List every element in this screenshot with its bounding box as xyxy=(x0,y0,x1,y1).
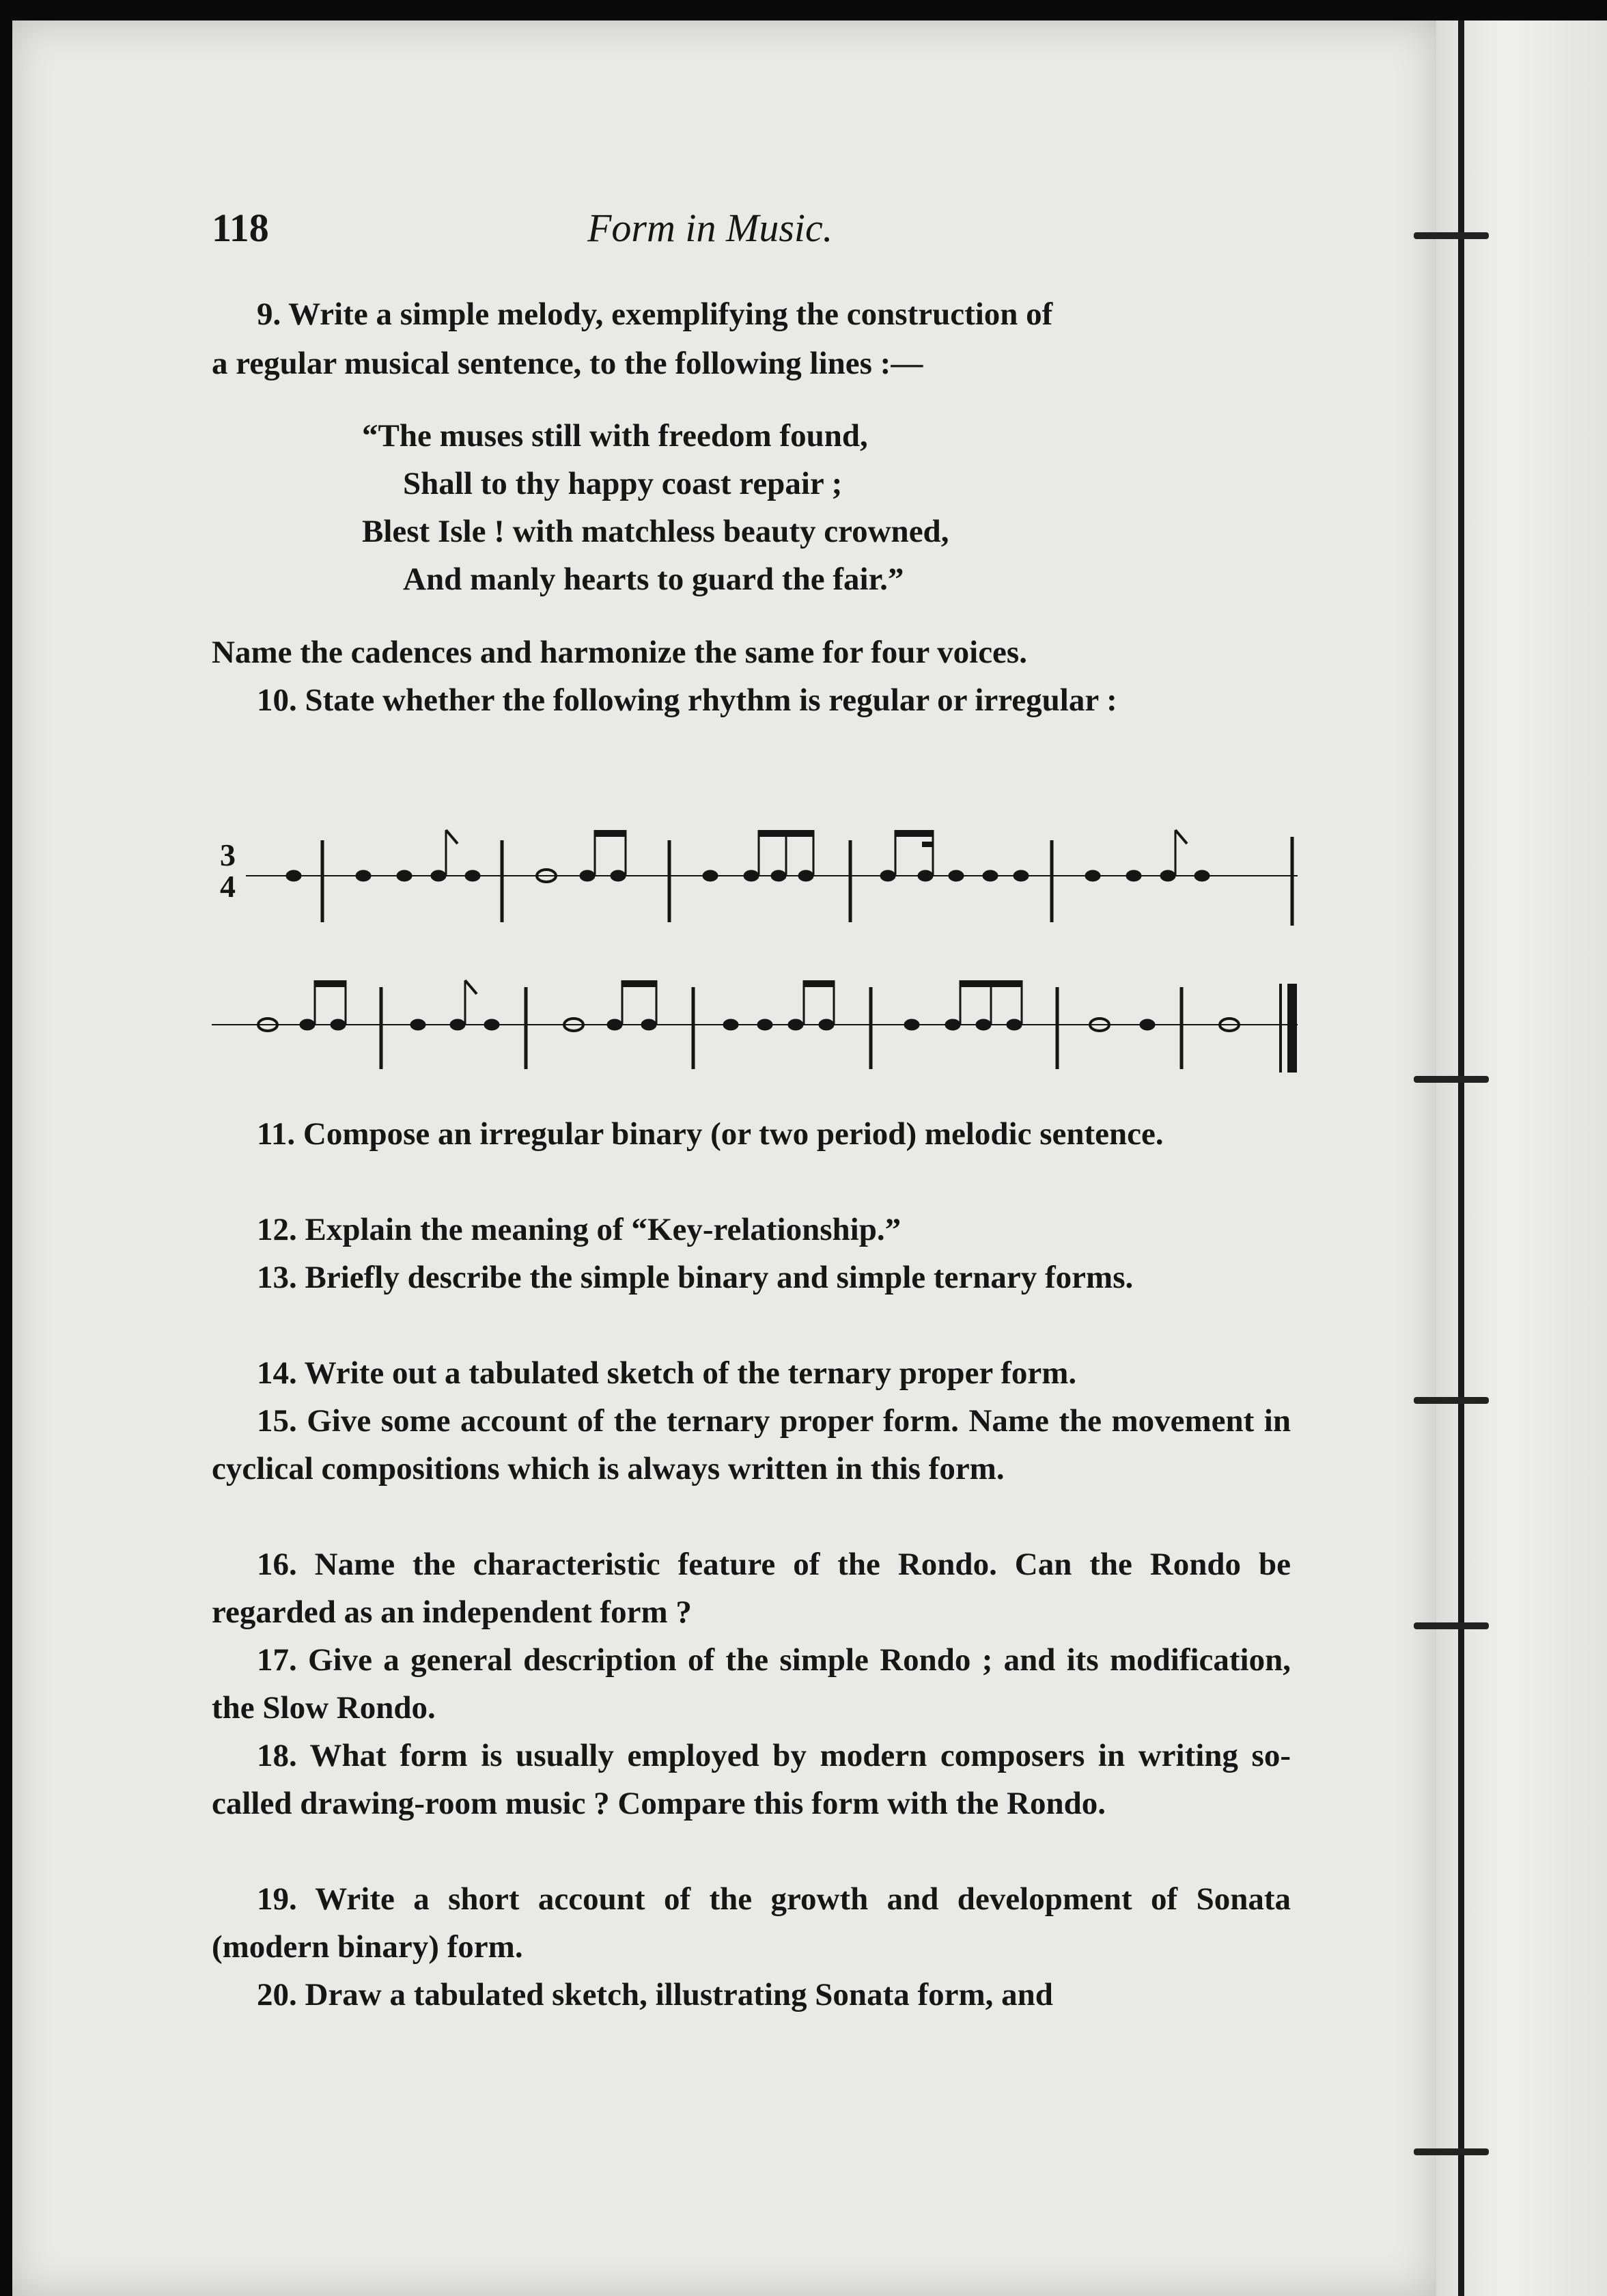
note xyxy=(723,1019,738,1030)
note xyxy=(484,1019,499,1030)
note xyxy=(356,870,371,881)
note xyxy=(611,870,626,881)
final-barline-thick xyxy=(1287,984,1297,1073)
note xyxy=(607,1019,622,1030)
note xyxy=(703,870,718,881)
binding-thread xyxy=(1414,2148,1489,2155)
note xyxy=(450,1019,465,1030)
question-11: 11. Compose an irregular binary (or two period) melodic sentence. xyxy=(257,1116,1164,1152)
note xyxy=(983,870,998,881)
poem-line: And manly hearts to guard the fair.” xyxy=(403,562,904,597)
note xyxy=(331,1019,346,1030)
note xyxy=(1140,1019,1155,1030)
binding-thread xyxy=(1414,232,1489,239)
note xyxy=(465,870,480,881)
book-spine xyxy=(1458,20,1464,2296)
note xyxy=(918,870,933,881)
poem xyxy=(362,412,1182,603)
poem-line: Blest Isle ! with matchless beauty crowned, xyxy=(362,514,949,549)
note xyxy=(286,870,301,881)
binding-thread xyxy=(1414,1397,1489,1404)
beam xyxy=(922,842,933,847)
note xyxy=(1194,870,1210,881)
question-10: 10. State whether the following rhythm is regular or irregular : xyxy=(257,682,1117,718)
note xyxy=(431,870,446,881)
note xyxy=(788,1019,803,1030)
question-14: 14. Write out a tabulated sketch of the ternary proper form. xyxy=(257,1355,1077,1391)
rhythm-notation xyxy=(205,799,1325,1086)
note-flag xyxy=(446,830,458,844)
beam xyxy=(594,830,626,837)
note xyxy=(880,870,895,881)
note xyxy=(1085,870,1100,881)
note xyxy=(410,1019,425,1030)
note xyxy=(744,870,759,881)
note xyxy=(1126,870,1141,881)
note xyxy=(397,870,412,881)
note xyxy=(1014,870,1029,881)
question-15: 15. Give some account of the ternary proper form. Name the movement in cyclical compositions which is always written in this form. xyxy=(212,1403,1291,1486)
page-number: 118 xyxy=(212,206,269,250)
question-13: 13. Briefly describe the simple binary and simple ternary forms. xyxy=(257,1260,1134,1295)
question-16: 16. Name the characteristic feature of the Rondo. Can the Rondo be regarded as an independent form ? xyxy=(212,1547,1291,1630)
note xyxy=(580,870,595,881)
question-20: 20. Draw a tabulated sketch, illustrating Sonata form, and xyxy=(257,1977,1053,2013)
beam xyxy=(314,980,346,987)
poem-line: “The muses still with freedom found, xyxy=(362,418,868,454)
question-9-line-1: 9. Write a simple melody, exemplifying the construction of xyxy=(257,296,1053,332)
note-flag xyxy=(1175,830,1187,844)
binding-thread xyxy=(1414,1076,1489,1083)
rhythm-example xyxy=(205,799,1325,1086)
note xyxy=(1007,1019,1022,1030)
binding-thread xyxy=(1414,1622,1489,1629)
poem-line: Shall to thy happy coast repair ; xyxy=(403,466,843,501)
note xyxy=(798,870,813,881)
note xyxy=(757,1019,772,1030)
question-17: 17. Give a general description of the simple Rondo ; and its modification, the Slow Rondo. xyxy=(212,1642,1291,1726)
beam xyxy=(803,980,835,987)
note xyxy=(949,870,964,881)
note xyxy=(819,1019,834,1030)
page-header xyxy=(212,205,1291,260)
note xyxy=(904,1019,919,1030)
beam xyxy=(895,830,933,837)
note xyxy=(641,1019,656,1030)
note xyxy=(1160,870,1175,881)
beam xyxy=(621,980,656,987)
running-title: Form in Music. xyxy=(587,206,833,250)
note xyxy=(976,1019,991,1030)
question-19: 19. Write a short account of the growth and development of Sonata (modern binary) form. xyxy=(212,1881,1291,1965)
note xyxy=(945,1019,960,1030)
time-signature-top: 3 xyxy=(220,838,236,872)
note-flag xyxy=(465,980,477,994)
question-18: 18. What form is usually employed by modern composers in writing so-called drawing-room music ? Compare this form with the Rondo. xyxy=(212,1738,1291,1821)
note xyxy=(771,870,786,881)
note xyxy=(300,1019,315,1030)
question-9-line-2: a regular musical sentence, to the following lines :— xyxy=(212,346,923,381)
time-signature-bottom: 4 xyxy=(220,869,236,904)
question-12: 12. Explain the meaning of “Key-relationship.” xyxy=(257,1212,902,1247)
question-9-line-3: Name the cadences and harmonize the same for four voices. xyxy=(212,635,1027,670)
